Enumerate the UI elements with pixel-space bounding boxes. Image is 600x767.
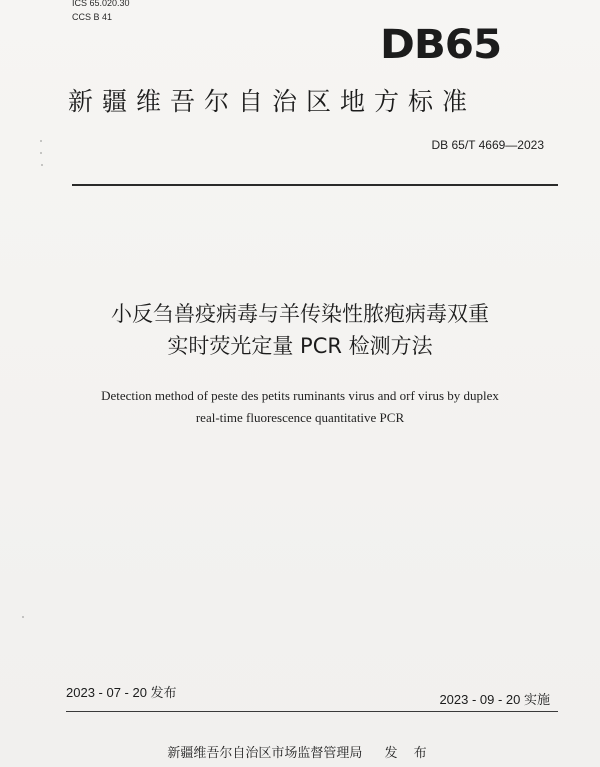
scan-speck	[41, 164, 43, 166]
publish-date: 2023 - 07 - 20 发布	[66, 685, 177, 700]
classification-codes	[72, 0, 130, 24]
implement-date: 2023 - 09 - 20 实施	[439, 692, 550, 707]
chinese-title-line-2: 实时荧光定量 PCR 检测方法	[167, 334, 433, 358]
issue-word: 发 布	[384, 746, 433, 761]
scan-speck	[40, 140, 42, 142]
header-divider	[72, 184, 558, 186]
chinese-title	[0, 298, 600, 362]
issuer-line	[0, 742, 600, 761]
ics-code: ICS 65.020.30	[72, 0, 130, 8]
english-title-line-1: Detection method of peste des petits ruminants virus and orf virus by duplex	[101, 388, 499, 403]
scan-speck	[22, 616, 24, 618]
english-title-line-2: real-time fluorescence quantitative PCR	[195, 410, 405, 425]
standard-type-heading: 新疆维吾尔自治区地方标准	[68, 87, 477, 116]
issuer-name: 新疆维吾尔自治区市场监督管理局	[167, 746, 363, 761]
standard-number: DB 65/T 4669—2023	[431, 138, 544, 152]
db-logo: DB65	[380, 22, 502, 68]
english-title	[0, 385, 600, 429]
ccs-code: CCS B 41	[72, 12, 113, 22]
chinese-title-line-1: 小反刍兽疫病毒与羊传染性脓疱病毒双重	[111, 302, 489, 326]
scan-speck	[40, 152, 42, 154]
footer-divider	[66, 711, 558, 712]
